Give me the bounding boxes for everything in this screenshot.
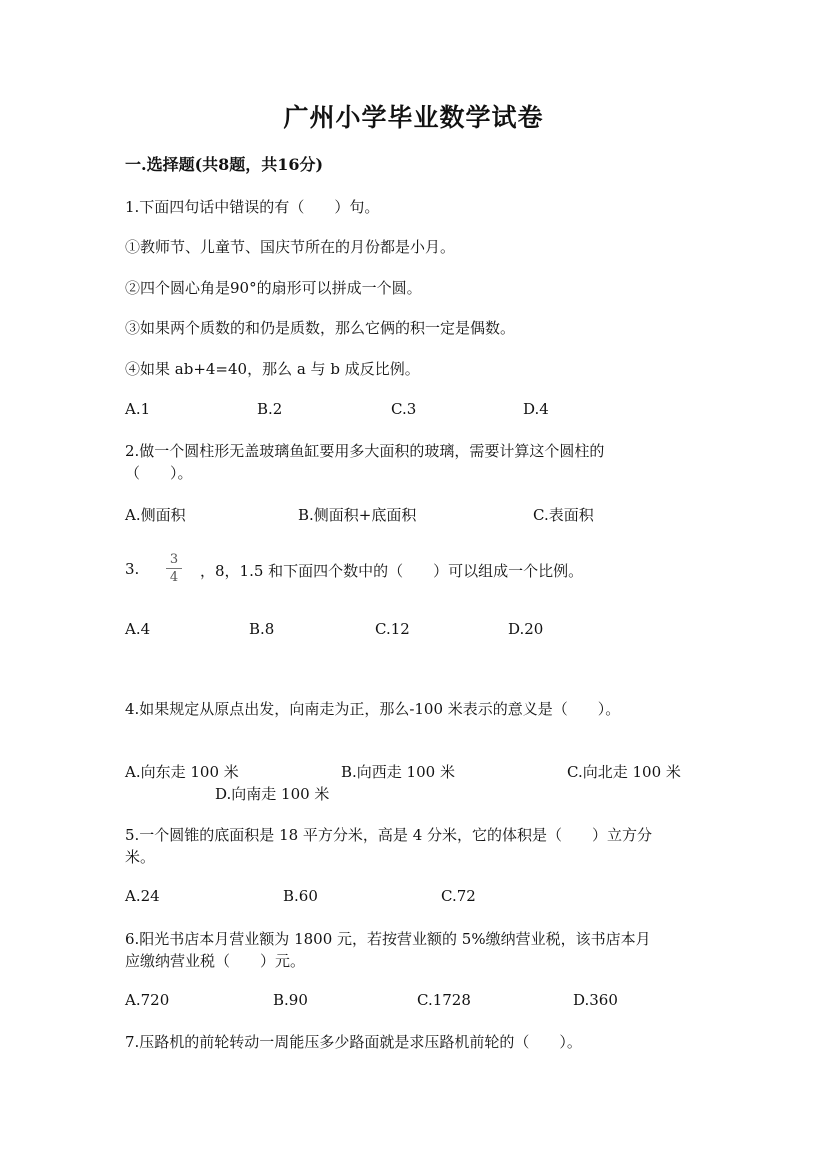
question-1-option-d: D.4: [523, 400, 549, 418]
question-1-statement-3: ③如果两个质数的和仍是质数，那么它俩的积一定是偶数。: [125, 319, 516, 337]
question-5-option-c: C.72: [441, 887, 476, 905]
section-heading: 一.选择题(共8题，共16分): [125, 155, 324, 174]
question-5-stem-line-1: 5.一个圆锥的底面积是 18 平方分米，高是 4 分米，它的体积是（ ）立方分: [125, 826, 653, 844]
question-6-stem-line-2: 应缴纳营业税（ ）元。: [125, 952, 306, 970]
question-1-statement-2: ②四个圆心角是90°的扇形可以拼成一个圆。: [125, 279, 422, 297]
question-3-option-a: A.4: [125, 620, 151, 638]
question-6-option-d: D.360: [573, 991, 618, 1009]
question-1-option-a: A.1: [125, 400, 151, 418]
question-3-number: 3.: [125, 560, 140, 578]
question-5-option-a: A.24: [125, 887, 160, 905]
question-3-option-c: C.12: [375, 620, 410, 638]
question-7-stem: 7.压路机的前轮转动一周能压多少路面就是求压路机前轮的（ ）。: [125, 1033, 582, 1051]
question-3-option-d: D.20: [508, 620, 544, 638]
question-4-option-d: D.向南走 100 米: [215, 785, 330, 803]
question-5-option-b: B.60: [283, 887, 318, 905]
question-2-option-c: C.表面积: [533, 506, 594, 524]
question-2-option-a: A.侧面积: [125, 506, 186, 524]
fraction-numerator: 3: [169, 552, 179, 567]
question-4-stem: 4.如果规定从原点出发，向南走为正，那么-100 米表示的意义是（ ）。: [125, 700, 621, 718]
question-1-statement-4: ④如果 ab+4=40，那么 a 与 b 成反比例。: [125, 360, 420, 378]
exam-title: 广州小学毕业数学试卷: [283, 103, 544, 132]
question-1-stem: 1.下面四句话中错误的有（ ）句。: [125, 198, 380, 216]
question-3-option-b: B.8: [249, 620, 275, 638]
question-1-statement-1: ①教师节、儿童节、国庆节所在的月份都是小月。: [125, 238, 456, 256]
question-6-option-a: A.720: [125, 991, 170, 1009]
question-4-option-c: C.向北走 100 米: [567, 763, 681, 781]
fraction-bar: [166, 568, 182, 569]
question-6-option-c: C.1728: [417, 991, 471, 1009]
question-1-option-c: C.3: [391, 400, 417, 418]
question-6-stem-line-1: 6.阳光书店本月营业额为 1800 元，若按营业额的 5%缴纳营业税，该书店本月: [125, 930, 651, 948]
question-2-stem-line-1: 2.做一个圆柱形无盖玻璃鱼缸要用多大面积的玻璃，需要计算这个圆柱的: [125, 442, 605, 460]
question-6-option-b: B.90: [273, 991, 308, 1009]
question-4-option-b: B.向西走 100 米: [341, 763, 455, 781]
question-2-option-b: B.侧面积+底面积: [298, 506, 417, 524]
fraction-denominator: 4: [169, 570, 179, 585]
question-5-stem-line-2: 米。: [125, 848, 156, 866]
question-3-fraction: [164, 552, 184, 585]
question-2-stem-line-2: （ ）。: [125, 464, 193, 482]
question-1-option-b: B.2: [257, 400, 283, 418]
question-3-stem: ，8，1.5 和下面四个数中的（ ）可以组成一个比例。: [200, 562, 584, 580]
question-4-option-a: A.向东走 100 米: [125, 763, 239, 781]
